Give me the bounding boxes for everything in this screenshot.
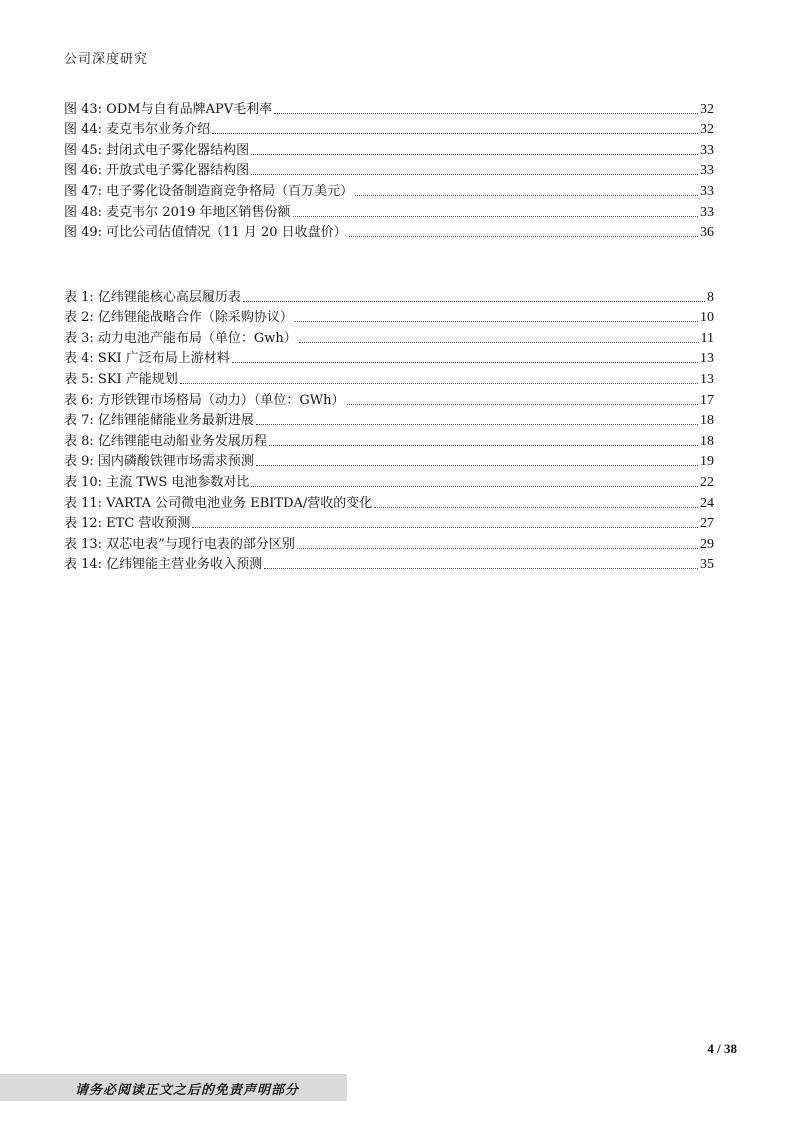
- toc-entry-label: 表 3: 动力电池产能布局（单位：Gwh）: [64, 330, 297, 346]
- toc-entry[interactable]: [64, 325, 714, 346]
- toc-entry-label: 图 48: 麦克韦尔 2019 年地区销售份额: [64, 204, 291, 220]
- dot-leader: [274, 113, 698, 114]
- dot-leader: [347, 404, 698, 405]
- toc-entry[interactable]: [64, 178, 714, 199]
- dot-leader: [192, 527, 698, 528]
- dot-leader: [251, 174, 698, 175]
- dot-leader: [374, 507, 698, 508]
- dot-leader: [355, 195, 698, 196]
- toc-entry[interactable]: [64, 490, 714, 511]
- footer-disclaimer: 请务必阅读正文之后的免责声明部分: [75, 1083, 300, 1098]
- toc-entry-page: 24: [700, 495, 714, 511]
- toc-entry-page: 22: [700, 474, 714, 490]
- toc-entry[interactable]: [64, 449, 714, 470]
- dot-leader: [212, 133, 698, 134]
- toc-entry-page: 32: [700, 122, 714, 138]
- dot-leader: [299, 342, 699, 343]
- toc-entry-label: 表 8: 亿纬锂能电动船业务发展历程: [64, 433, 267, 449]
- dot-leader: [297, 548, 698, 549]
- toc-entry[interactable]: [64, 428, 714, 449]
- toc-entry[interactable]: [64, 137, 714, 158]
- figure-list: [64, 96, 714, 240]
- toc-entry-label: 表 4: SKI 广泛布局上游材料: [64, 351, 230, 367]
- dot-leader: [251, 154, 698, 155]
- toc-entry-page: 13: [700, 371, 714, 387]
- toc-entry-page: 32: [700, 101, 714, 117]
- dot-leader: [232, 362, 698, 363]
- toc-entry-label: 表 11: VARTA 公司微电池业务 EBITDA/营收的变化: [64, 495, 373, 511]
- toc-entry[interactable]: [64, 158, 714, 179]
- toc-entry-label: 表 12: ETC 营收预测: [64, 516, 191, 532]
- dot-leader: [256, 465, 698, 466]
- toc-entry[interactable]: [64, 96, 714, 117]
- toc-entry-label: 表 6: 方形铁锂市场格局（动力）（单位：GWh）: [64, 392, 345, 408]
- toc-entry[interactable]: [64, 284, 714, 305]
- toc-entry-page: 36: [700, 225, 714, 241]
- toc-entry-label: 表 13: 双芯电表”与现行电表的部分区别: [64, 536, 295, 552]
- toc-entry-label: 图 45: 封闭式电子雾化器结构图: [64, 142, 250, 158]
- toc-entry-label: 图 43: ODM与自有品牌APV毛利率: [64, 101, 273, 117]
- toc-entry[interactable]: [64, 366, 714, 387]
- toc-entry[interactable]: [64, 346, 714, 367]
- toc-entry-page: 10: [700, 310, 714, 326]
- toc-entry-page: 33: [700, 183, 714, 199]
- toc-entry-page: 18: [700, 413, 714, 429]
- toc-entry-label: 表 9: 国内磷酸铁锂市场需求预测: [64, 454, 254, 470]
- toc-entry[interactable]: [64, 117, 714, 138]
- dot-leader: [264, 568, 698, 569]
- toc-entry[interactable]: [64, 531, 714, 552]
- toc-entry-label: 图 49: 可比公司估值情况（11 月 20 日收盘价）: [64, 225, 347, 241]
- dot-leader: [180, 383, 698, 384]
- toc-entry-page: 13: [700, 351, 714, 367]
- toc-entry-page: 33: [700, 204, 714, 220]
- toc-entry[interactable]: [64, 552, 714, 573]
- footer-disclaimer-bar: [0, 1074, 347, 1101]
- dot-leader: [251, 486, 698, 487]
- toc-entry-page: 19: [700, 454, 714, 470]
- toc-entry[interactable]: [64, 199, 714, 220]
- page-header-title: 公司深度研究: [64, 52, 149, 67]
- toc-entry-label: 表 7: 亿纬锂能储能业务最新进展: [64, 413, 254, 429]
- dot-leader: [243, 301, 705, 302]
- toc-entry-page: 35: [700, 557, 714, 573]
- toc-entry-page: 17: [700, 392, 714, 408]
- toc-entry[interactable]: [64, 387, 714, 408]
- toc-entry-label: 表 5: SKI 产能规划: [64, 371, 178, 387]
- toc-entry-page: 11: [700, 330, 714, 346]
- toc-entry-label: 表 10: 主流 TWS 电池参数对比: [64, 474, 250, 490]
- toc-entry-label: 表 1: 亿纬锂能核心高层履历表: [64, 289, 241, 305]
- toc-entry-page: 29: [700, 536, 714, 552]
- toc-entry[interactable]: [64, 511, 714, 532]
- dot-leader: [293, 216, 698, 217]
- toc-entry-label: 图 47: 电子雾化设备制造商竞争格局（百万美元）: [64, 183, 354, 199]
- toc-entry-label: 表 14: 亿纬锂能主营业务收入预测: [64, 557, 263, 573]
- toc-entry-label: 图 44: 麦克韦尔业务介绍: [64, 122, 211, 138]
- toc-entry[interactable]: [64, 469, 714, 490]
- toc-entry[interactable]: [64, 220, 714, 241]
- table-list: [64, 284, 714, 572]
- dot-leader: [256, 424, 698, 425]
- page-number: 4 / 38: [707, 1041, 737, 1056]
- toc-entry-label: 图 46: 开放式电子雾化器结构图: [64, 163, 250, 179]
- toc-entry-label: 表 2: 亿纬锂能战略合作（除采购协议）: [64, 310, 293, 326]
- dot-leader: [269, 445, 698, 446]
- toc-entry-page: 33: [700, 163, 714, 179]
- dot-leader: [295, 321, 698, 322]
- dot-leader: [349, 236, 698, 237]
- toc-entry-page: 18: [700, 433, 714, 449]
- toc-entry[interactable]: [64, 408, 714, 429]
- toc-entry-page: 27: [700, 516, 714, 532]
- toc-entry-page: 33: [700, 142, 714, 158]
- toc-entry-page: 8: [707, 289, 714, 305]
- toc-entry[interactable]: [64, 305, 714, 326]
